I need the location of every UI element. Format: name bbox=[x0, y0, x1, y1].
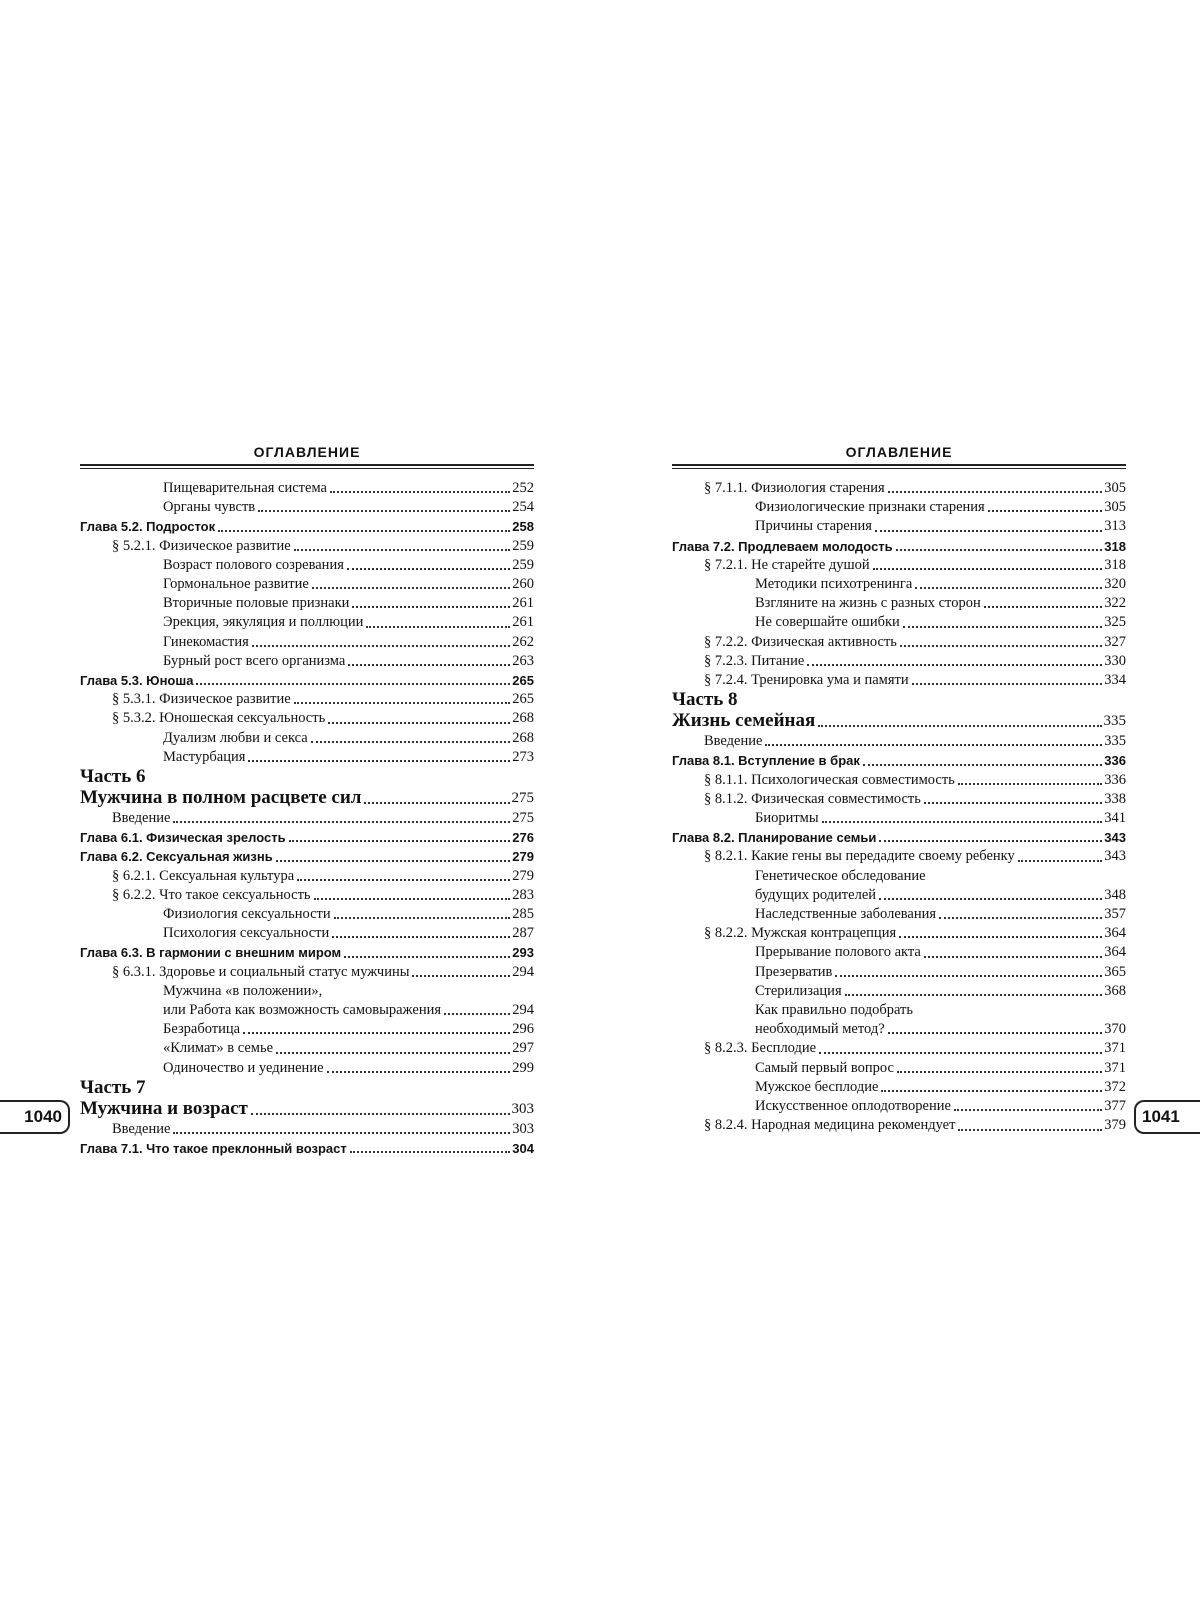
toc-entry-page: 341 bbox=[1104, 810, 1126, 827]
toc-entry-page: 313 bbox=[1104, 518, 1126, 535]
toc-entry-title: будущих родителей bbox=[755, 886, 877, 903]
toc-entry-title: Глава 7.1. Что такое преклонный возраст bbox=[80, 1141, 347, 1157]
toc-entry-title: § 7.2.4. Тренировка ума и памяти bbox=[704, 672, 909, 689]
toc-entry-title: Гормональное развитие bbox=[163, 576, 309, 593]
toc-entry bbox=[672, 690, 1126, 710]
dot-leader bbox=[344, 956, 510, 958]
dot-leader bbox=[276, 1052, 510, 1054]
toc-entry bbox=[80, 905, 534, 924]
toc-entry-title: Эрекция, эякуляция и поллюции bbox=[163, 614, 364, 631]
toc-entry-title: § 6.2.1. Сексуальная культура bbox=[112, 867, 295, 884]
toc-entry bbox=[672, 1116, 1126, 1135]
toc-entry-page: 265 bbox=[512, 691, 534, 708]
dot-leader bbox=[822, 821, 1103, 823]
toc-entry bbox=[672, 732, 1126, 751]
dot-leader bbox=[888, 1032, 1103, 1034]
toc-entry bbox=[80, 594, 534, 613]
dot-leader bbox=[218, 530, 510, 532]
toc-entry-page: 320 bbox=[1104, 576, 1126, 593]
toc-entry-title: Глава 8.1. Вступление в брак bbox=[672, 753, 860, 769]
toc-entry-page: 279 bbox=[512, 849, 534, 865]
toc-entry-page: 304 bbox=[512, 1141, 534, 1157]
dot-leader bbox=[289, 840, 511, 842]
toc-entry-page: 262 bbox=[512, 633, 534, 650]
toc-entry-title: Мастурбация bbox=[163, 748, 246, 765]
toc-entry-title: Бурный рост всего организма bbox=[163, 652, 346, 669]
toc-entry-page: 343 bbox=[1104, 848, 1126, 865]
dot-leader bbox=[311, 741, 511, 743]
toc-entry-page: 334 bbox=[1104, 672, 1126, 689]
toc-entry-page: 293 bbox=[512, 945, 534, 961]
toc-entry bbox=[80, 809, 534, 828]
toc-entry bbox=[672, 517, 1126, 536]
toc-entry bbox=[80, 633, 534, 652]
dot-leader bbox=[863, 764, 1102, 766]
toc-entry bbox=[672, 652, 1126, 671]
toc-entry-title: Дуализм любви и секса bbox=[163, 729, 308, 746]
toc-entry-title: § 7.2.1. Не старейте душой bbox=[704, 556, 870, 573]
toc-entry bbox=[672, 479, 1126, 498]
toc-entry-title: § 8.2.3. Бесплодие bbox=[704, 1040, 817, 1057]
dot-leader bbox=[328, 722, 510, 724]
toc-entry-title: Гинекомастия bbox=[163, 633, 249, 650]
toc-entry-page: 335 bbox=[1104, 733, 1126, 750]
page-header: ОГЛАВЛЕНИЕ bbox=[253, 444, 361, 460]
toc-entry bbox=[672, 982, 1126, 1001]
toc-entry-title: Глава 6.3. В гармонии с внешним миром bbox=[80, 945, 342, 961]
toc-list bbox=[672, 479, 1126, 1136]
toc-entry bbox=[80, 787, 534, 809]
toc-entry-page: 348 bbox=[1104, 886, 1126, 903]
toc-entry-page: 327 bbox=[1104, 633, 1126, 650]
toc-entry bbox=[672, 905, 1126, 924]
toc-entry-title: Возраст полового созревания bbox=[163, 556, 344, 573]
toc-entry-title: Физиологические признаки старения bbox=[755, 499, 985, 516]
dot-leader bbox=[258, 510, 510, 512]
toc-entry-title: Мужчина и возраст bbox=[80, 1097, 248, 1119]
toc-entry-title: § 7.1.1. Физиология старения bbox=[704, 480, 885, 496]
toc-entry bbox=[672, 537, 1126, 556]
toc-entry bbox=[672, 594, 1126, 613]
dot-leader bbox=[888, 491, 1103, 493]
toc-entry bbox=[80, 982, 534, 1020]
toc-entry-page: 322 bbox=[1104, 595, 1126, 612]
dot-leader bbox=[173, 1132, 510, 1134]
toc-entry-title: Мужское бесплодие bbox=[755, 1078, 879, 1095]
dot-leader bbox=[896, 549, 1103, 551]
toc-entry bbox=[80, 709, 534, 728]
toc-entry bbox=[672, 613, 1126, 632]
toc-entry bbox=[672, 710, 1126, 732]
toc-entry-title: Одиночество и уединение bbox=[163, 1059, 324, 1076]
toc-entry-page: 370 bbox=[1104, 1021, 1126, 1038]
toc-entry-page: 338 bbox=[1104, 790, 1126, 807]
toc-entry-page: 325 bbox=[1104, 614, 1126, 631]
toc-entry-page: 303 bbox=[511, 1100, 534, 1117]
toc-entry-page: 252 bbox=[512, 480, 534, 496]
toc-entry-page: 287 bbox=[512, 925, 534, 942]
toc-entry bbox=[672, 771, 1126, 790]
toc-entry-title: Методики психотренинга bbox=[755, 576, 913, 593]
toc-entry-title: Введение bbox=[704, 733, 763, 750]
toc-entry-page: 365 bbox=[1104, 963, 1126, 980]
toc-entry-page: 364 bbox=[1104, 925, 1126, 942]
toc-entry-title: Мужчина в полном расцвете сил bbox=[80, 787, 362, 809]
toc-entry-title: Введение bbox=[112, 1120, 171, 1137]
dot-leader bbox=[765, 744, 1102, 746]
toc-entry bbox=[672, 847, 1126, 866]
toc-entry-page: 303 bbox=[512, 1120, 534, 1137]
toc-entry bbox=[80, 1059, 534, 1078]
dot-leader bbox=[835, 975, 1102, 977]
toc-entry-page: 259 bbox=[512, 537, 534, 554]
toc-entry bbox=[80, 1039, 534, 1058]
toc-entry-page: 335 bbox=[1103, 713, 1126, 730]
toc-entry-page: 336 bbox=[1104, 753, 1126, 769]
dot-leader bbox=[334, 917, 511, 919]
dot-leader bbox=[984, 606, 1103, 608]
toc-entry bbox=[672, 828, 1126, 847]
toc-entry bbox=[672, 751, 1126, 770]
toc-entry-title: § 8.2.2. Мужская контрацепция bbox=[704, 925, 897, 942]
toc-entry bbox=[80, 556, 534, 575]
dot-leader bbox=[900, 645, 1102, 647]
toc-entry-title: Искусственное оплодотворение bbox=[755, 1098, 951, 1115]
toc-entry-title: Вторичные половые признаки bbox=[163, 595, 350, 612]
toc-entry bbox=[672, 963, 1126, 982]
toc-entry-title: Часть 6 bbox=[80, 766, 146, 788]
toc-entry-page: 372 bbox=[1104, 1078, 1126, 1095]
dot-leader bbox=[881, 1090, 1102, 1092]
toc-entry-page: 273 bbox=[512, 748, 534, 765]
dot-leader bbox=[352, 606, 510, 608]
toc-entry bbox=[80, 828, 534, 847]
toc-entry-title: Глава 5.3. Юноша bbox=[80, 673, 194, 689]
dot-leader bbox=[958, 783, 1102, 785]
toc-entry-title: Биоритмы bbox=[755, 810, 819, 827]
toc-entry bbox=[80, 671, 534, 690]
dot-leader bbox=[807, 664, 1102, 666]
dot-leader bbox=[412, 975, 510, 977]
dot-leader bbox=[350, 1151, 511, 1153]
header-rule bbox=[672, 464, 1126, 469]
toc-entry bbox=[80, 479, 534, 498]
toc-entry bbox=[672, 575, 1126, 594]
toc-entry-title: Причины старения bbox=[755, 518, 872, 535]
toc-entry-title: Психология сексуальности bbox=[163, 925, 330, 942]
toc-entry-title: Введение bbox=[112, 810, 171, 827]
toc-entry-page: 294 bbox=[512, 963, 534, 980]
toc-entry-page: 279 bbox=[512, 867, 534, 884]
toc-entry-title: § 6.2.2. Что такое сексуальность bbox=[112, 886, 311, 903]
toc-entry-title: Безработица bbox=[163, 1021, 241, 1038]
toc-entry-title: § 5.3.1. Физическое развитие bbox=[112, 691, 291, 708]
toc-entry-title: Стерилизация bbox=[755, 982, 842, 999]
toc-entry bbox=[672, 633, 1126, 652]
toc-entry-page: 357 bbox=[1104, 906, 1126, 923]
dot-leader bbox=[939, 917, 1102, 919]
toc-entry bbox=[672, 498, 1126, 517]
toc-entry-page: 318 bbox=[1104, 556, 1126, 573]
page-number-right: 1041 bbox=[1134, 1100, 1200, 1134]
toc-entry-page: 259 bbox=[512, 556, 534, 573]
dot-leader bbox=[924, 802, 1102, 804]
dot-leader bbox=[873, 568, 1103, 570]
toc-entry bbox=[80, 1078, 534, 1098]
dot-leader bbox=[444, 1013, 510, 1015]
toc-entry-title: § 8.2.4. Народная медицина рекомендует bbox=[704, 1117, 956, 1134]
dot-leader bbox=[958, 1129, 1102, 1131]
toc-entry-title: Глава 6.1. Физическая зрелость bbox=[80, 830, 286, 846]
dot-leader bbox=[819, 1052, 1102, 1054]
toc-entry-title: Часть 7 bbox=[80, 1076, 146, 1098]
toc-entry bbox=[672, 1078, 1126, 1097]
toc-entry-page: 261 bbox=[512, 614, 534, 631]
toc-entry bbox=[672, 556, 1126, 575]
toc-entry bbox=[672, 924, 1126, 943]
toc-entry-page: 254 bbox=[512, 499, 534, 516]
toc-entry-page: 283 bbox=[512, 886, 534, 903]
toc-entry-page: 285 bbox=[512, 906, 534, 923]
toc-entry-title: Не совершайте ошибки bbox=[755, 614, 900, 631]
dot-leader bbox=[251, 1113, 510, 1115]
dot-leader bbox=[348, 664, 510, 666]
toc-entry-page: 268 bbox=[512, 729, 534, 746]
toc-entry-page: 368 bbox=[1104, 982, 1126, 999]
toc-entry-page: 305 bbox=[1104, 499, 1126, 516]
toc-entry bbox=[672, 1097, 1126, 1116]
toc-entry-title: § 6.3.1. Здоровье и социальный статус мужчины bbox=[112, 963, 410, 980]
toc-entry bbox=[80, 517, 534, 536]
toc-entry-title: § 5.3.2. Юношеская сексуальность bbox=[112, 710, 326, 727]
toc-entry-title: Глава 5.2. Подросток bbox=[80, 519, 216, 535]
dot-leader bbox=[330, 491, 510, 493]
right-page bbox=[672, 444, 1126, 1136]
toc-entry bbox=[80, 1020, 534, 1039]
dot-leader bbox=[196, 683, 510, 685]
dot-leader bbox=[243, 1032, 510, 1034]
toc-entry bbox=[672, 943, 1126, 962]
toc-entry-title: Органы чувств bbox=[163, 499, 256, 516]
toc-entry bbox=[672, 809, 1126, 828]
toc-entry bbox=[672, 790, 1126, 809]
toc-entry-title: Часть 8 bbox=[672, 689, 738, 711]
toc-entry bbox=[80, 1139, 534, 1158]
toc-entry-title: Самый первый вопрос bbox=[755, 1059, 894, 1076]
toc-entry-page: 343 bbox=[1104, 830, 1126, 846]
toc-entry-page: 371 bbox=[1104, 1040, 1126, 1057]
toc-entry bbox=[672, 671, 1126, 690]
toc-entry-title: Презерватив bbox=[755, 963, 833, 980]
toc-entry-title: Пищеварительная система bbox=[163, 480, 327, 496]
toc-entry-page: 377 bbox=[1104, 1098, 1126, 1115]
toc-entry-page: 371 bbox=[1104, 1059, 1126, 1076]
left-page bbox=[80, 444, 534, 1158]
toc-entry-page: 336 bbox=[1104, 771, 1126, 788]
toc-entry bbox=[80, 924, 534, 943]
toc-entry bbox=[80, 1098, 534, 1120]
dot-leader bbox=[297, 879, 510, 881]
toc-entry-title: § 8.1.2. Физическая совместимость bbox=[704, 790, 921, 807]
dot-leader bbox=[1018, 860, 1103, 862]
toc-entry bbox=[80, 886, 534, 905]
toc-entry-page: 263 bbox=[512, 652, 534, 669]
dot-leader bbox=[248, 760, 510, 762]
toc-entry-page: 299 bbox=[512, 1059, 534, 1076]
dot-leader bbox=[347, 568, 510, 570]
toc-entry-title: § 8.2.1. Какие гены вы передадите своему ребенку bbox=[704, 848, 1015, 865]
toc-entry bbox=[672, 867, 1126, 905]
toc-entry bbox=[80, 575, 534, 594]
dot-leader bbox=[364, 802, 509, 804]
toc-entry-title: § 8.1.1. Психологическая совместимость bbox=[704, 771, 955, 788]
dot-leader bbox=[879, 898, 1102, 900]
toc-entry bbox=[80, 867, 534, 886]
dot-leader bbox=[314, 898, 511, 900]
toc-entry-title: Глава 7.2. Продлеваем молодость bbox=[672, 538, 893, 554]
toc-entry-page: 294 bbox=[512, 1002, 534, 1019]
toc-entry bbox=[80, 613, 534, 632]
toc-entry-page: 318 bbox=[1104, 538, 1126, 554]
toc-entry-title: Жизнь семейная bbox=[672, 710, 816, 732]
dot-leader bbox=[988, 510, 1103, 512]
toc-entry-page: 258 bbox=[512, 519, 534, 535]
dot-leader bbox=[276, 860, 511, 862]
toc-entry-title: «Климат» в семье bbox=[163, 1040, 274, 1057]
toc-entry bbox=[80, 652, 534, 671]
dot-leader bbox=[875, 530, 1102, 532]
dot-leader bbox=[173, 821, 510, 823]
toc-entry-page: 330 bbox=[1104, 652, 1126, 669]
toc-entry-page: 268 bbox=[512, 710, 534, 727]
dot-leader bbox=[252, 645, 510, 647]
toc-entry-title: Глава 8.2. Планирование семьи bbox=[672, 830, 877, 846]
toc-entry bbox=[80, 537, 534, 556]
toc-entry bbox=[672, 1059, 1126, 1078]
dot-leader bbox=[924, 956, 1102, 958]
dot-leader bbox=[294, 702, 511, 704]
dot-leader bbox=[903, 626, 1102, 628]
toc-entry-title: § 5.2.1. Физическое развитие bbox=[112, 537, 291, 554]
toc-entry-page: 261 bbox=[512, 595, 534, 612]
dot-leader bbox=[327, 1071, 511, 1073]
toc-entry-title: Глава 6.2. Сексуальная жизнь bbox=[80, 849, 273, 865]
toc-entry bbox=[80, 748, 534, 767]
dot-leader bbox=[312, 587, 510, 589]
toc-entry-page: 275 bbox=[512, 810, 534, 827]
toc-entry bbox=[672, 1039, 1126, 1058]
toc-entry bbox=[80, 767, 534, 787]
toc-entry bbox=[80, 729, 534, 748]
toc-entry-title-line: Генетическое обследование bbox=[755, 867, 926, 884]
toc-entry-title: Прерывание полового акта bbox=[755, 944, 921, 961]
dot-leader bbox=[845, 994, 1103, 996]
page-header: ОГЛАВЛЕНИЕ bbox=[845, 444, 953, 460]
toc-entry-page: 379 bbox=[1104, 1117, 1126, 1134]
toc-entry-title: Физиология сексуальности bbox=[163, 906, 331, 923]
toc-entry bbox=[80, 498, 534, 517]
dot-leader bbox=[294, 549, 511, 551]
toc-entry bbox=[80, 1120, 534, 1139]
dot-leader bbox=[879, 840, 1102, 842]
toc-entry-title: Взгляните на жизнь с разных сторон bbox=[755, 595, 981, 612]
dot-leader bbox=[366, 626, 510, 628]
toc-entry-title-line: Мужчина «в положении», bbox=[163, 982, 323, 999]
header-rule bbox=[80, 464, 534, 469]
toc-entry-title: Наследственные заболевания bbox=[755, 906, 937, 923]
dot-leader bbox=[899, 936, 1102, 938]
toc-list bbox=[80, 479, 534, 1158]
toc-entry-title: необходимый метод? bbox=[755, 1021, 885, 1038]
toc-entry-page: 296 bbox=[512, 1021, 534, 1038]
toc-entry-title: § 7.2.2. Физическая активность bbox=[704, 633, 897, 650]
page-number-left: 1040 bbox=[0, 1100, 70, 1134]
toc-entry-title-line: Как правильно подобрать bbox=[755, 1002, 913, 1019]
toc-entry-title: или Работа как возможность самовыражения bbox=[163, 1002, 442, 1019]
dot-leader bbox=[332, 936, 510, 938]
toc-entry-page: 297 bbox=[512, 1040, 534, 1057]
dot-leader bbox=[897, 1071, 1102, 1073]
toc-entry-page: 305 bbox=[1104, 480, 1126, 496]
toc-entry-title: § 7.2.3. Питание bbox=[704, 652, 805, 669]
toc-entry-page: 276 bbox=[512, 830, 534, 846]
toc-entry bbox=[80, 847, 534, 866]
toc-entry bbox=[672, 1001, 1126, 1039]
toc-entry-page: 275 bbox=[511, 790, 534, 807]
toc-entry bbox=[80, 963, 534, 982]
toc-entry-page: 260 bbox=[512, 576, 534, 593]
dot-leader bbox=[912, 683, 1103, 685]
toc-entry-page: 265 bbox=[512, 673, 534, 689]
dot-leader bbox=[954, 1109, 1102, 1111]
toc-entry bbox=[80, 943, 534, 962]
toc-entry-page: 364 bbox=[1104, 944, 1126, 961]
dot-leader bbox=[818, 725, 1101, 727]
dot-leader bbox=[915, 587, 1102, 589]
toc-entry bbox=[80, 690, 534, 709]
